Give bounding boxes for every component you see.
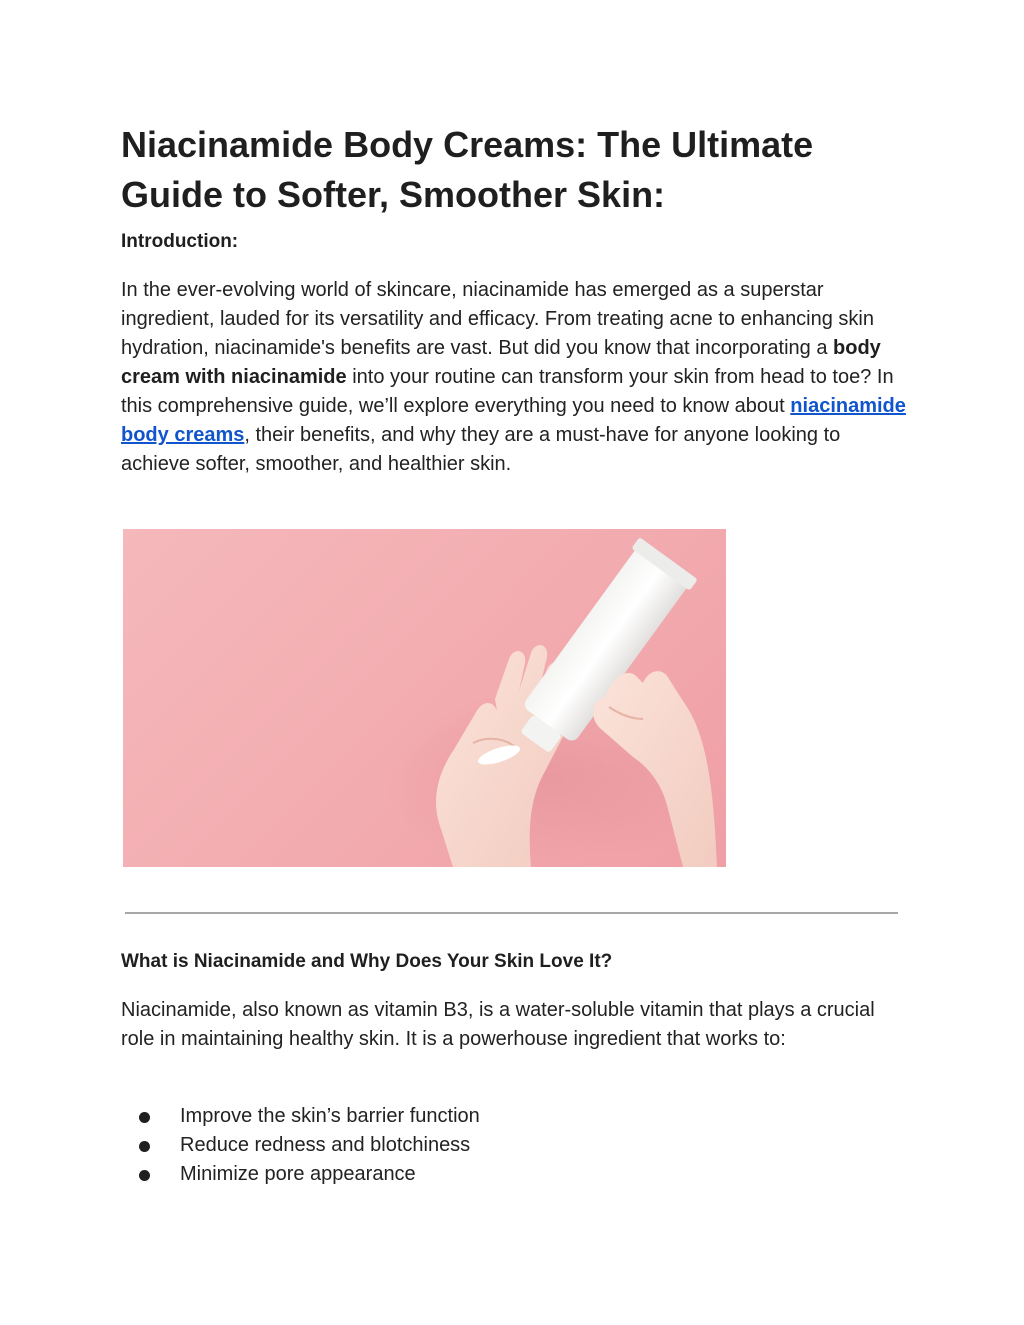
bullet-icon [139, 1170, 150, 1181]
horizontal-divider [125, 912, 898, 914]
bullet-icon [139, 1112, 150, 1123]
section-heading: What is Niacinamide and Why Does Your Skin Love It? [121, 951, 613, 972]
list-item [121, 1160, 480, 1189]
list-item [121, 1131, 480, 1160]
section-paragraph: Niacinamide, also known as vitamin B3, is a water-soluble vitamin that plays a crucial role in maintaining healthy skin. It is a powerhouse ingredient that works to: [121, 999, 875, 1050]
intro-paragraph [121, 276, 906, 479]
intro-text-part2: into your routine can transform your skin from head to toe? In this comprehensive guide, we’ll explore everything you need to know about [121, 366, 894, 417]
list-item-text: Minimize pore appearance [180, 1163, 416, 1185]
niacinamide-body-creams-link[interactable]: niacinamide body creams [121, 395, 906, 446]
intro-text-part3: , their benefits, and why they are a must-have for anyone looking to achieve softer, smoother, and healthier skin. [121, 424, 841, 475]
list-item [121, 1102, 480, 1131]
benefits-list [121, 1102, 480, 1189]
bullet-icon [139, 1141, 150, 1152]
list-item-text: Improve the skin’s barrier function [180, 1105, 480, 1127]
intro-text-part1: In the ever-evolving world of skincare, niacinamide has emerged as a superstar ingredient, lauded for its versatility and efficacy. From treating acne to enhancing skin hydration, niacinamide's benefits are vast. But did you know that incorporating a [121, 279, 874, 359]
introduction-label: Introduction: [121, 231, 239, 252]
hands-with-cream-tube-image [123, 529, 726, 867]
page-title: Niacinamide Body Creams: The Ultimate Guide to Softer, Smoother Skin: [121, 124, 814, 215]
intro-bold-phrase: body cream with niacinamide [121, 337, 881, 388]
list-item-text: Reduce redness and blotchiness [180, 1134, 471, 1156]
